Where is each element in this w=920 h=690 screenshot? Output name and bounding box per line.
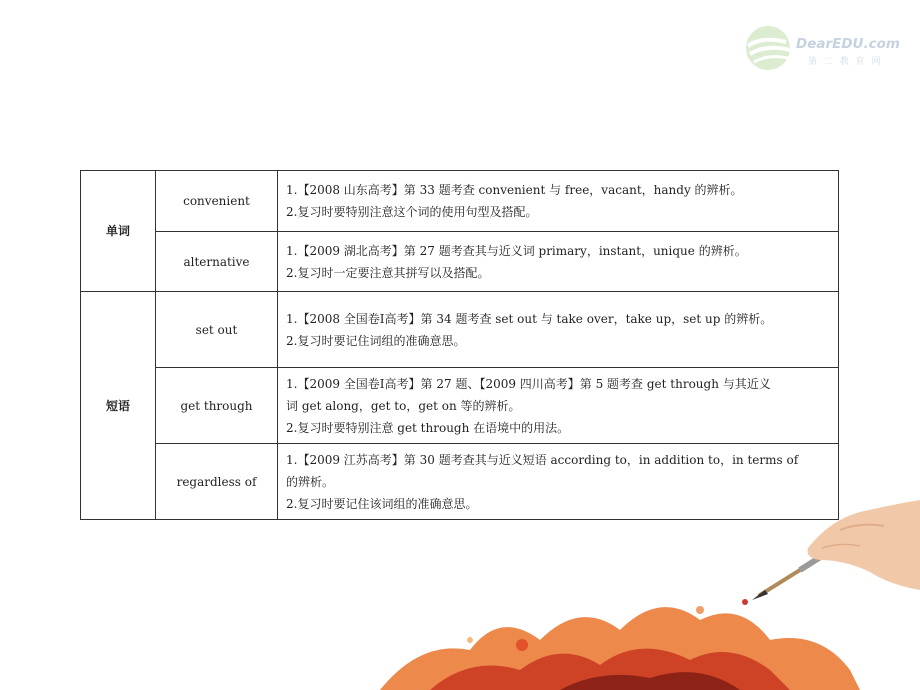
description-line: 1.【2009 江苏高考】第 30 题考查其与近义短语 according to，in addition to，in terms of [286, 452, 799, 467]
description-line: 1.【2008 山东高考】第 33 题考查 convenient 与 free，vacant，handy 的辨析。 [286, 183, 743, 197]
description-line: 2.复习时要特别注意这个词的使用句型及搭配。 [286, 205, 538, 219]
description-line: 的辨析。 [286, 474, 335, 489]
watercolor-splash [380, 599, 860, 690]
description-line: 2.复习时要记住该词组的准确意思。 [286, 496, 478, 511]
category-cell: 单词 [81, 171, 156, 292]
term-cell: get through [156, 368, 278, 444]
term-cell: regardless of [156, 444, 278, 520]
description-line: 2.复习时要特别注意 get through 在语境中的用法。 [286, 420, 570, 435]
description-line: 2.复习时一定要注意其拼写以及搭配。 [286, 265, 490, 280]
logo-subtext: 第 二 教 育 网 [808, 57, 883, 67]
description-line: 1.【2009 湖北高考】第 27 题考查其与近义词 primary，instant，unique 的辨析。 [286, 243, 747, 258]
description-line: 1.【2008 全国卷Ⅰ高考】第 34 题考查 set out 与 take over，take up，set up 的辨析。 [286, 311, 773, 326]
description-line: 词 get along，get to，get on 等的辨析。 [286, 398, 521, 413]
term-cell: convenient [156, 171, 278, 232]
category-cell: 短语 [81, 292, 156, 520]
term-cell: alternative [156, 232, 278, 292]
description-line: 1.【2009 全国卷Ⅰ高考】第 27 题、【2009 四川高考】第 5 题考查 get through 与其近义 [286, 376, 771, 391]
term-cell: set out [156, 292, 278, 368]
logo-text: DearEDU.com [796, 36, 900, 52]
description-line: 2.复习时要记住词组的准确意思。 [286, 333, 466, 348]
hand-icon [808, 500, 920, 590]
